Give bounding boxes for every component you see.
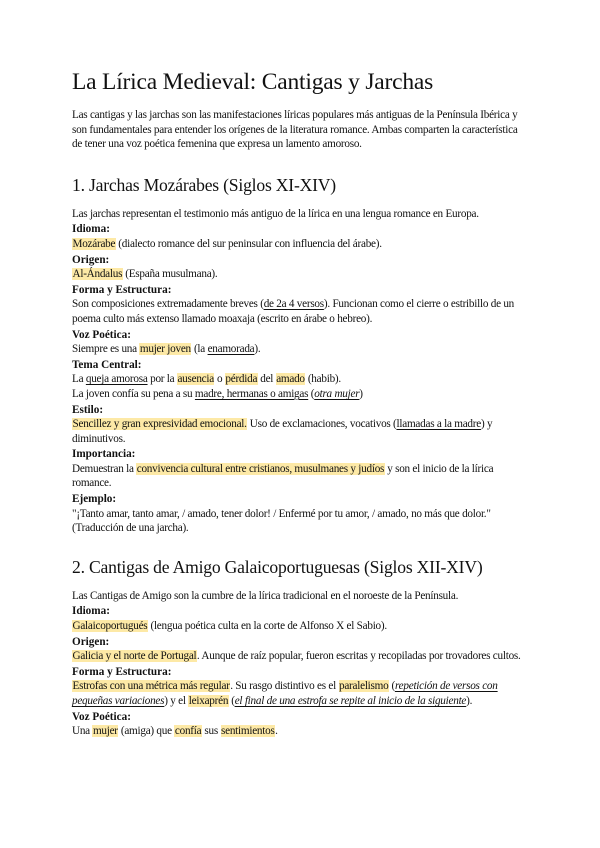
highlight: sentimientos — [221, 725, 275, 738]
jarchas-voz-text — [72, 342, 524, 357]
jarchas-idioma-label: Idioma: — [72, 223, 110, 236]
highlight: Galaicoportugués — [72, 620, 148, 633]
jarchas-idioma-text — [72, 237, 524, 252]
text: (habib). — [305, 373, 341, 386]
cantigas-voz-label: Voz Poética: — [72, 710, 131, 723]
text: ) y diminutivos. — [72, 418, 493, 445]
highlight: convivencia cultural entre cristianos, musulmanes y judíos — [136, 462, 385, 475]
jarchas-importancia-text — [72, 462, 524, 491]
text: ( — [228, 695, 235, 707]
text: sus — [201, 725, 221, 738]
cantigas-forma-label: Forma y Estructura: — [72, 665, 172, 678]
text: y son el inicio de la lírica romance. — [72, 462, 494, 490]
text: ). Funcionan como el cierre o estribillo de un poema culto más extenso llamado moaxaja (escrito en árabe o hebreo). — [72, 298, 515, 325]
text: (lengua poética culta en la corte de Alfonso X el Sabio). — [147, 620, 387, 633]
text: La joven confía su pena a su — [72, 387, 195, 400]
text: . — [275, 725, 278, 738]
highlight: Estrofas con una métrica más regular — [72, 680, 230, 693]
underlined-italic: otra mujer — [314, 387, 360, 400]
text: o — [214, 373, 225, 386]
highlight: ausencia — [177, 373, 214, 386]
jarchas-ejemplo-label: Ejemplo: — [72, 493, 117, 506]
section-heading-jarchas: 1. Jarchas Mozárabes (Siglos XI-XIV) — [72, 174, 336, 195]
underlined-italic: el final de una estrofa se repite al inicio de la siguiente — [234, 695, 467, 707]
text: La — [72, 373, 86, 386]
cantigas-lead: Las Cantigas de Amigo son la cumbre de la lírica tradicional en el noroeste de la Península. — [72, 589, 459, 602]
text: . Aunque de raíz popular, fueron escritas y recopiladas por trovadores cultos. — [196, 650, 521, 663]
highlight: Al-Ándalus — [72, 268, 123, 281]
jarchas-forma-text — [72, 297, 524, 326]
jarchas-estilo-label: Estilo: — [72, 403, 104, 416]
text: (la — [191, 343, 208, 356]
highlight: paralelismo — [339, 680, 389, 693]
text: Siempre es una — [72, 343, 140, 356]
highlight: Galicia y el norte de Portugal — [72, 650, 197, 663]
section-jarchas — [72, 174, 524, 536]
cantigas-origen-label: Origen: — [72, 635, 110, 648]
jarchas-tema-text — [72, 372, 524, 387]
jarchas-estilo-text — [72, 417, 524, 446]
text: Uso de exclamaciones, vocativos ( — [247, 418, 397, 431]
text: por la — [147, 373, 177, 386]
text: Demuestran la — [72, 462, 137, 475]
underlined: de 2a 4 versos — [263, 298, 324, 311]
highlight: Sencillez y gran expresividad emocional. — [72, 418, 247, 431]
highlight: leixaprén — [188, 695, 229, 707]
page-title: La Lírica Medieval: Cantigas y Jarchas — [72, 69, 434, 95]
text: ). — [466, 695, 473, 707]
highlight: mujer — [92, 725, 118, 738]
jarchas-tema-label: Tema Central: — [72, 358, 142, 371]
text: Una — [72, 725, 93, 738]
highlight: amado — [276, 373, 305, 386]
underlined: queja amorosa — [85, 373, 148, 386]
underlined-italic: repetición de versos con pequeñas variaciones — [72, 680, 498, 707]
highlight: confía — [174, 725, 202, 738]
text: ) y el — [164, 695, 189, 707]
text: ( — [308, 387, 315, 400]
jarchas-origen-text — [72, 267, 524, 282]
section-heading-cantigas: 2. Cantigas de Amigo Galaicoportuguesas (Siglos XII-XIV) — [72, 556, 483, 577]
underlined: enamorada — [207, 343, 255, 356]
intro-paragraph: Las cantigas y las jarchas son las manifestaciones líricas populares más antiguas de la Península Ibérica y son fundamentales para entender los orígenes de la literatura romance. Ambas comparten la característica de tener una voz poética femenina que expresa un lamento amoroso. — [72, 109, 518, 151]
text: Son composiciones extremadamente breves ( — [72, 298, 264, 311]
underlined: llamadas a la madre — [396, 418, 481, 431]
cantigas-idioma-label: Idioma: — [72, 605, 110, 618]
jarchas-importancia-label: Importancia: — [72, 448, 136, 461]
text: ). — [254, 343, 261, 356]
cantigas-origen-text — [72, 649, 524, 664]
jarchas-ejemplo-text: "¡Tanto amar, tanto amar, / amado, tener dolor! / Enfermé por tu amor, / amado, no más que dolor." (Traducción de una jarcha). — [72, 507, 491, 535]
highlight: pérdida — [225, 373, 258, 386]
text: ( — [388, 680, 395, 693]
text: (dialecto romance del sur peninsular con influencia del árabe). — [115, 237, 382, 250]
cantigas-voz-text — [72, 724, 524, 739]
jarchas-voz-label: Voz Poética: — [72, 328, 131, 341]
cantigas-idioma-text — [72, 619, 524, 634]
jarchas-tema-text-2 — [72, 387, 524, 402]
text: (España musulmana). — [122, 268, 218, 281]
jarchas-origen-label: Origen: — [72, 253, 110, 266]
text: del — [257, 373, 276, 386]
text: (amiga) que — [118, 725, 175, 738]
text: ) — [359, 387, 363, 400]
underlined: madre, hermanas o amigas — [194, 387, 309, 400]
jarchas-forma-label: Forma y Estructura: — [72, 283, 172, 296]
document-page — [72, 68, 524, 739]
text: . Su rasgo distintivo es el — [230, 680, 339, 693]
highlight: mujer joven — [139, 343, 191, 356]
jarchas-lead: Las jarchas representan el testimonio más antiguo de la lírica en una lengua romance en Europa. — [72, 207, 479, 220]
section-cantigas — [72, 556, 524, 739]
highlight: Mozárabe — [72, 237, 116, 250]
cantigas-forma-text — [72, 679, 524, 708]
